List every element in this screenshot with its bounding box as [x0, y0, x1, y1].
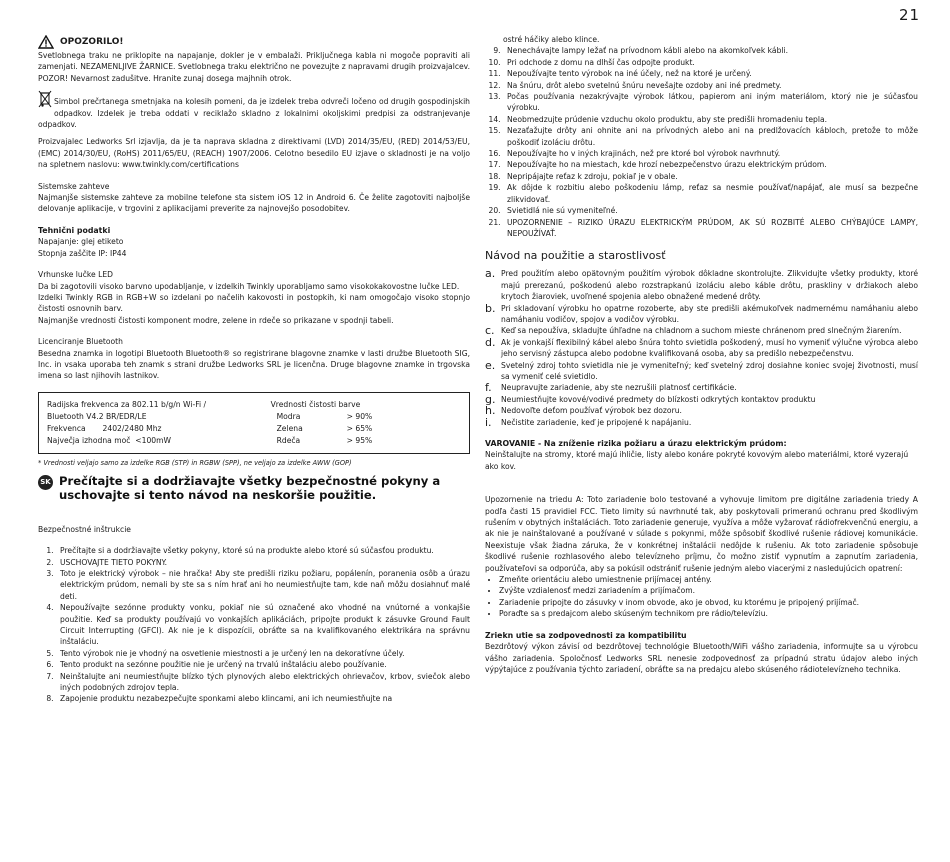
- spec-line: Največja izhodna moč <100mW: [47, 435, 172, 445]
- tech-line: Napajanje: glej etiketo: [38, 237, 124, 247]
- care-item: [485, 268, 918, 302]
- safety-item: 8. Zapojenie produktu nezabezpečujte sponkami alebo klincami, ani ich neumiestňujte na: [56, 693, 470, 704]
- weee-text: Simbol prečrtanega smetnjaka na kolesih pomeni, da je izdelek treba odvreči ločeno od drugih gospodinjskih odpadkov. Izdelek je treba oddati v reciklažo skladno z lokalnimi okoljskimi predpisi za odstranjevanje odpadkov.: [38, 97, 470, 130]
- purity-title: Vrednosti čistosti barve: [270, 399, 361, 409]
- care-item: [485, 405, 918, 416]
- warning-heading: [38, 34, 470, 50]
- bt-text: Besedna znamka in logotipi Bluetooth Bluetooth® so registrirane blagovne znamke v lasti družbe Bluetooth SIG, Inc. in vsaka uporaba teh znamk s strani družbe Ledworks SRL je licenčna. Druge blagovne znamke in trgovska imena so last njihovih lastnikov.: [38, 348, 470, 381]
- care-item: [485, 382, 918, 393]
- fcc-text: Upozornenie na triedu A: Toto zariadenie bolo testované a vyhovuje limitom pre digitálne zariadenia triedy A podľa časti 15 pravidiel FCC. Tieto limity sú navrhnuté tak, aby poskytovali primeranú ochranu pred škodlivým rušením v obytných inštaláciách. Toto zariadenie generuje, využíva a môže vyžarovať rádiofrekvenčnú energiu, a ak nie je nainštalované a používané v súlade s pokynmi, môže spôsobiť škodlivé rušenie rádiovej komunikácie. Neexistuje však žiadna záruka, že v konkrétnej inštalácii nedôjde k rušeniu. Ak toto zariadenie spôsobuje škodlivé rušenie rozhlasového alebo televízneho príjmu, čo možno zistiť vypnutím a zapnutím zariadenia, používateľovi sa odporúča, aby sa pokúsil odstrániť rušenie jedným alebo viacerými z nasledujúcich opatrení:: [485, 495, 918, 573]
- sk-heading: [38, 474, 470, 502]
- safety-item: 19. Ak dôjde k rozbitiu alebo poškodeniu lámp, reťaz sa nesmie používať/napájať, ale musí sa bezpečne zlikvidovať.: [503, 182, 918, 205]
- safety-item: 12. Na šnúru, drôt alebo svetelnú šnúru nevešajte ozdoby ani iné predmety.: [503, 80, 918, 91]
- care-item: [485, 360, 918, 383]
- spec-line: Frekvenca 2402/2480 Mhz: [47, 423, 162, 433]
- tech-line: Stopnja zaščite IP: IP44: [38, 248, 127, 258]
- safety-item: 21. UPOZORNENIE – RIZIKO ÚRAZU ELEKTRICKÝM PRÚDOM, AK SÚ ROZBITÉ ALEBO CHÝBAJÚCE LAMPY, NEPOUŽÍVAŤ.: [503, 217, 918, 240]
- care-item-text: Neumiestňujte kovové/vodivé predmety do blízkosti odkrytých kontaktov produktu: [501, 394, 816, 404]
- care-item-text: Nečistite zariadenie, keď je pripojené k napájaniu.: [501, 417, 692, 427]
- continued-line: ostré háčiky alebo klince.: [503, 35, 600, 44]
- purity-row: Rdeča > 95%: [276, 435, 373, 445]
- sk-language-badge: SK: [38, 475, 53, 490]
- spec-line: Bluetooth V4.2 BR/EDR/LE: [47, 411, 147, 421]
- safety-item: 15. Nezaťažujte drôty ani ohnite ani na prívodných alebo ani na predlžovacích kábloch, pretože to môže poškodiť izoláciu drôtu.: [503, 125, 918, 148]
- safety-list-continued: [485, 45, 918, 239]
- purity-row: Modra > 90%: [276, 411, 373, 421]
- care-item-text: Svetelný zdroj tohto svietidla nie je vymeniteľný; keď svetelný zdroj dosiahne koniec svojej životnosti, musí sa vymeniť celé svietidlo.: [501, 360, 918, 381]
- sys-text: Najmanjše sistemske zahteve za mobilne telefone sta sistem iOS 12 in Android 6. Če želite zagotoviti najboljše delovanje aplikacije, v trgovini z aplikacijami preverite za najnovejšo posodobitev.: [38, 193, 470, 214]
- warning-triangle-icon: [38, 35, 54, 49]
- weee-block: [38, 90, 470, 130]
- safety-item: 4. Nepoužívajte sezónne produkty vonku, pokiaľ nie sú označené ako vhodné na vnútorné a vonkajšie použitie. Keď sa produkty používajú vo vonkajších aplikáciách, pripojte produkt k zásuvke Ground Fault Circuit Interrupting (GFCI). Ak nie je k dispozícii, obráťte sa na kvalifikovaného elektrikára na správnu inštaláciu.: [56, 602, 470, 648]
- fcc-bullet: • Zariadenie pripojte do zásuvky v inom obvode, ako je obvod, ku ktorému je pripojený prijímač.: [499, 597, 918, 608]
- safety-item: 14. Neobmedzujte prúdenie vzduchu okolo produktu, aby ste predišli hromadeniu tepla.: [503, 114, 918, 125]
- footnote: * Vrednosti veljajo samo za izdelke RGB (STP) in RGBW (SPP), ne veljajo za izdelke AWW (GOP): [38, 458, 352, 467]
- care-item-marker: a.: [485, 267, 496, 281]
- fcc-bullet: • Poraďte sa s predajcom alebo skúseným technikom pre rádio/televíziu.: [499, 608, 918, 619]
- safety-item: 16. Nepoužívajte ho v iných krajinách, než pre ktoré bol výrobok navrhnutý.: [503, 148, 918, 159]
- safety-item: 11. Nepoužívajte tento výrobok na iné účely, než na ktoré je určený.: [503, 68, 918, 79]
- care-item: [485, 325, 918, 336]
- spec-table: [38, 392, 470, 454]
- care-item-marker: d.: [485, 335, 496, 349]
- fcc-list: [485, 574, 918, 620]
- caution-text: Neinštalujte na stromy, ktoré majú ihličie, listy alebo konáre pokryté kovovým alebo materiálmi, ktoré vyzerajú ako kov.: [485, 450, 909, 471]
- fcc-bullet: • Zvýšte vzdialenosť medzi zariadením a prijímačom.: [499, 585, 918, 596]
- care-item-text: Keď sa nepoužíva, skladujte úhľadne na chladnom a suchom mieste chránenom pred slnečným žiarením.: [501, 326, 902, 336]
- care-item-marker: b.: [485, 301, 496, 315]
- warning-title: OPOZORILO!: [60, 37, 124, 47]
- care-item: [485, 394, 918, 405]
- care-item-marker: f.: [485, 381, 492, 395]
- care-item: [485, 337, 918, 360]
- care-list: [485, 268, 918, 428]
- care-item-marker: g.: [485, 392, 496, 406]
- safety-item: 20. Svietidlá nie sú vymeniteľné.: [503, 205, 918, 216]
- sys-title: Sistemske zahteve: [38, 181, 110, 191]
- purity-row: Zelena > 65%: [276, 423, 373, 433]
- declaration-text: Proizvajalec Ledworks Srl izjavlja, da je ta naprava skladna z direktivami (LVD) 2014/35/EU, (RED) 2014/53/EU, (EMC) 2014/30/EU, (RoHS) 2011/65/EU, (REACH) 1907/2006. Celotno besedilo EU izjave o skladnosti je na voljo na spletnem naslovu: www.twinkly.com/certifications: [38, 137, 470, 170]
- safety-title: Bezpečnostné inštrukcie: [38, 524, 131, 534]
- care-item: [485, 303, 918, 326]
- care-item-marker: h.: [485, 404, 496, 418]
- crossed-bin-icon: [38, 90, 52, 108]
- care-item-text: Nedovoľte deťom používať výrobok bez dozoru.: [501, 406, 682, 416]
- safety-item: 1. Prečítajte si a dodržiavajte všetky pokyny, ktoré sú na produkte alebo ktoré sú súčasťou produktu.: [56, 545, 470, 556]
- led-text: Da bi zagotovili visoko barvno upodabljanje, v izdelkih Twinkly uporabljamo samo visokokakovostne lučke LED.: [38, 281, 460, 291]
- care-item-text: Pri skladovaní výrobku ho opatrne rozoberte, aby ste predišli akémukoľvek nadmernému namáhaniu alebo namáhaniu vodičov, spojov a vodičov výrobku.: [501, 303, 918, 324]
- bt-title: Licenciranje Bluetooth: [38, 337, 123, 347]
- fcc-bullet: • Zmeňte orientáciu alebo umiestnenie prijímacej antény.: [499, 574, 918, 585]
- safety-item: 6. Tento produkt na sezónne použitie nie je určený na trvalú inštaláciu alebo používanie.: [56, 659, 470, 670]
- caution-title: VAROVANIE - Na zníženie rizika požiaru a úrazu elektrickým prúdom:: [485, 439, 787, 448]
- left-column: [38, 34, 470, 705]
- safety-item: 2. USCHOVAJTE TIETO POKYNY.: [56, 557, 470, 568]
- care-item: [485, 417, 918, 428]
- led-text: Najmanjše vrednosti čistosti komponent modre, zelene in rdeče so prikazane v spodnji tabeli.: [38, 315, 394, 325]
- care-item-text: Pred použitím alebo opätovným použitím výrobok dôkladne skontrolujte. Zlikvidujte všetky produkty, ktoré majú prerezanú, poškodenú alebo rozstrapkanú izoláciu alebo káble drôtu, praskliny v držiakoch alebo krytoch žiaroviek, uvoľnené spojenia alebo obnažené medené drôty.: [501, 269, 918, 302]
- care-item-marker: c.: [485, 324, 495, 338]
- tech-title: Tehnični podatki: [38, 225, 111, 235]
- sk-title: Prečítajte si a dodržiavajte všetky bezpečnostné pokyny a uschovajte si tento návod na neskoršie použitie.: [59, 473, 441, 502]
- safety-list: [38, 545, 470, 705]
- safety-item: 18. Nepripájajte reťaz k zdroju, pokiaľ je v obale.: [503, 171, 918, 182]
- safety-item: 10. Pri odchode z domu na dlhší čas odpojte produkt.: [503, 57, 918, 68]
- compat-title: Zriekn utie sa zodpovednosti za kompatibilitu: [485, 630, 687, 640]
- care-item-text: Ak je vonkajší flexibilný kábel alebo šnúra tohto svietidla poškodený, musí ho vymeniť výlučne výrobca alebo jeho servisný zástupca alebo podobne kvalifikovaná osoba, aby sa predišlo nebezpečenstvu.: [501, 337, 918, 359]
- warning-text: Svetlobnega traku ne priklopite na napajanje, dokler je v embalaži. Priključnega kabla ni mogoče popraviti ali zamenjati. NEZAMENLJIVE ŽARNICE. Svetlobnega traku električno ne povezujte z napravami drugih proizvajalcev. POZOR! Nevarnost zadušitve. Hranite zunaj dosega majhnih otrok.: [38, 51, 470, 83]
- right-column: [485, 34, 918, 675]
- safety-item: 17. Nepoužívajte ho na miestach, kde hrozí nebezpečenstvo úrazu elektrickým prúdom.: [503, 159, 918, 170]
- safety-item: 7. Neinštalujte ani neumiestňujte blízko tých plynových alebo elektrických ohrievačov, krbov, sviečok alebo iných podobných zdrojov tepla.: [56, 671, 470, 694]
- care-item-marker: e.: [485, 358, 496, 372]
- care-title: Návod na použitie a starostlivosť: [485, 249, 666, 263]
- safety-item: 9. Nenechávajte lampy ležať na prívodnom kábli alebo na akomkoľvek kábli.: [503, 45, 918, 56]
- care-item-text: Neupravujte zariadenie, aby ste nezrušili platnosť certifikácie.: [501, 383, 737, 393]
- care-item-marker: i.: [485, 415, 492, 429]
- spec-line: Radijska frekvenca za 802.11 b/g/n Wi-Fi /: [47, 399, 207, 409]
- led-text: Izdelki Twinkly RGB in RGB+W so izdelani po načelih kakovosti in postopkih, ki nam omogočajo visoko stopnjo čistosti osnovnih barv.: [38, 292, 470, 314]
- led-title: Vrhunske lučke LED: [38, 270, 113, 280]
- safety-item: 13. Počas používania nezakrývajte výrobok látkou, papierom ani iným materiálom, ktorý nie je súčasťou výrobku.: [503, 91, 918, 114]
- safety-item: 3. Toto je elektrický výrobok – nie hračka! Aby ste predišli riziku požiaru, popálenín, poranenia osôb a úrazu elektrickým prúdom, nemali by ste sa s ním hrať ani ho neumiestňujte tam, kde naň môžu dosiahnuť malé deti.: [56, 568, 470, 602]
- compat-text: Bezdrôtový výkon závisí od bezdrôtovej technológie Bluetooth/WiFi vášho zariadenia, informujte sa u výrobcu vášho zariadenia. Spoločnosť Ledworks SRL nenesie zodpovednosť za prípadnú stratu údajov alebo iných výpýtajúce z používania týchto zariadení, obráťte sa na predajcu alebo skúseného rádiotelevízneho technika.: [485, 642, 918, 674]
- safety-item: 5. Tento výrobok nie je vhodný na osvetlenie miestnosti a je určený len na dekoratívne účely.: [56, 648, 470, 659]
- page-number: 21: [899, 6, 921, 24]
